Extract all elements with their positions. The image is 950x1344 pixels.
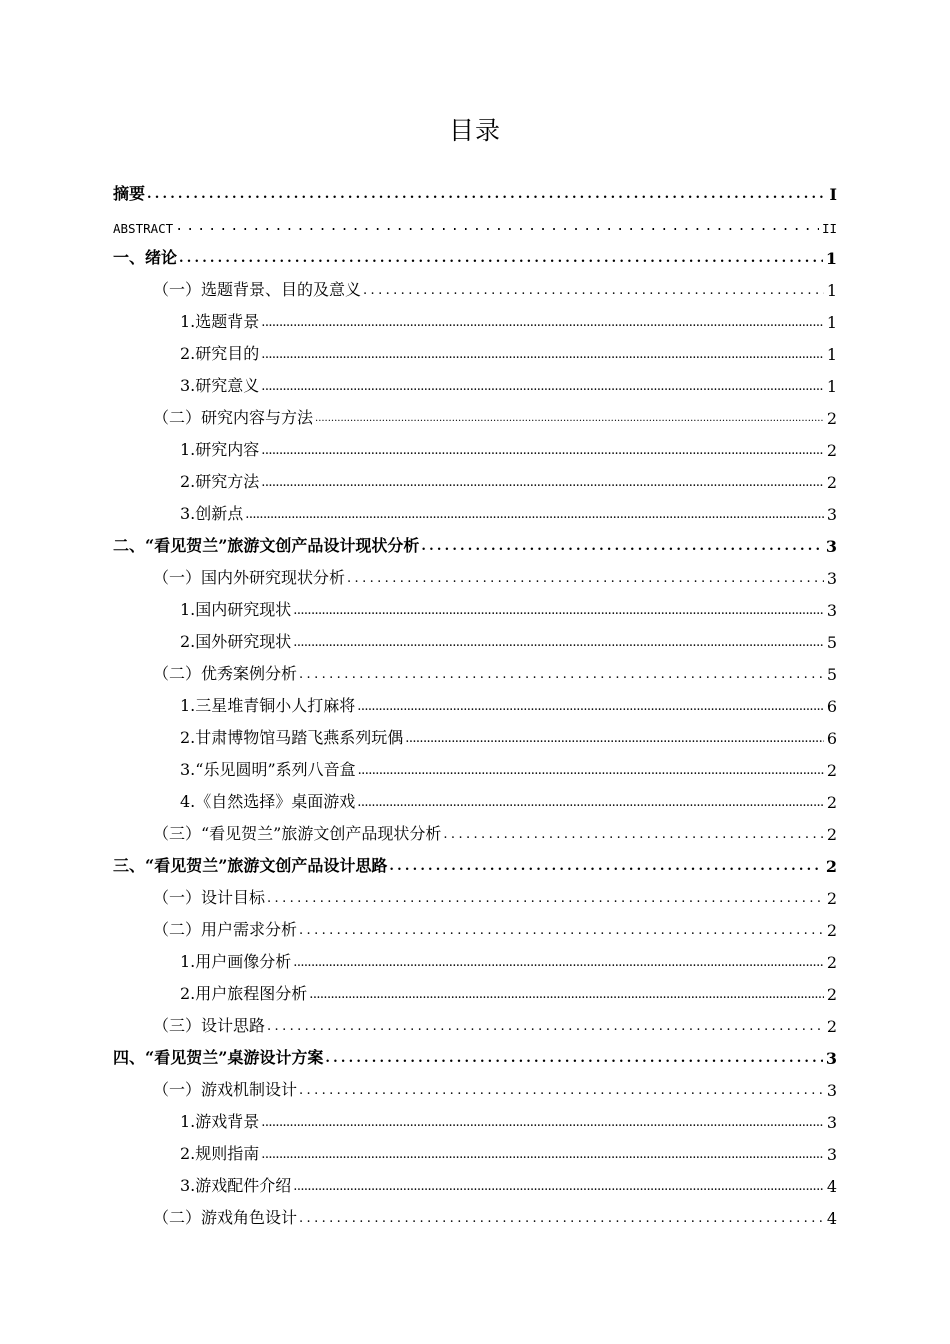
toc-entry-title: （二）优秀案例分析 [153,664,298,683]
toc-entry[interactable] [113,1138,837,1170]
toc-entry-title: 2.规则指南 [180,1144,260,1163]
dot-leader [179,252,823,265]
toc-entry-title: 1.国内研究现状 [180,600,292,619]
toc-entry[interactable] [113,914,837,946]
toc-entry-page: 1 [825,249,837,268]
dot-leader [261,1116,824,1129]
toc-entry-title: （一）选题背景、目的及意义 [153,280,362,299]
toc-entry-page: 3 [825,537,837,556]
toc-entry-title: （二）游戏角色设计 [153,1208,298,1227]
toc-entry-title: （一）设计目标 [153,888,266,907]
toc-entry-page: 2 [826,793,837,812]
toc-entry-title: （三）设计思路 [153,1016,266,1035]
toc-entry-title: 3.“乐见圆明”系列八音盒 [180,760,356,779]
toc-entry-title: 1.用户画像分析 [180,952,292,971]
toc-entry-title: 3.创新点 [180,504,244,523]
toc-entry[interactable] [113,466,837,498]
dot-leader [389,860,822,873]
table-of-contents [113,178,837,1234]
dot-leader [267,892,824,905]
toc-entry-page: 6 [826,729,837,748]
toc-entry-page: 2 [826,921,837,940]
dot-leader [299,1084,824,1097]
dot-leader [245,508,824,521]
toc-entry-page: 2 [826,825,837,844]
toc-entry-page: 2 [826,409,837,428]
toc-entry-title: 三、“看见贺兰”旅游文创产品设计思路 [113,856,388,875]
toc-entry[interactable] [113,242,837,274]
toc-entry-title: （二）用户需求分析 [153,920,298,939]
page-title: 目录 [448,116,501,145]
toc-entry[interactable] [113,306,837,338]
dot-leader [357,700,824,713]
toc-entry-title: 1.选题背景 [180,312,260,331]
toc-entry[interactable] [113,498,837,530]
dot-leader [405,732,824,745]
toc-entry-page: 2 [826,889,837,908]
toc-entry-page: 3 [825,1049,837,1068]
dot-leader [293,604,824,617]
toc-entry[interactable] [113,594,837,626]
toc-entry-page: 2 [826,1017,837,1036]
dot-leader [267,1020,824,1033]
toc-entry[interactable] [113,946,837,978]
toc-entry-page: 1 [826,345,837,364]
toc-entry[interactable] [113,1202,837,1234]
toc-entry[interactable] [113,1010,837,1042]
toc-entry[interactable] [113,1170,837,1202]
dot-leader [443,828,823,841]
dot-leader [175,220,819,233]
toc-entry[interactable] [113,1042,837,1074]
dot-leader [261,316,824,329]
toc-entry-page: 2 [826,473,837,492]
toc-entry-title: 摘要 [113,184,146,203]
dot-leader [293,956,824,969]
dot-leader [261,444,824,457]
toc-entry[interactable] [113,562,837,594]
toc-entry-page: II [821,221,837,236]
toc-entry-title: 2.甘肃博物馆马踏飞燕系列玩偶 [180,728,404,747]
dot-leader [421,540,822,553]
toc-entry-title: 2.研究方法 [180,472,260,491]
toc-entry-page: 2 [826,761,837,780]
toc-entry-title: 二、“看见贺兰”旅游文创产品设计现状分析 [113,536,420,555]
dot-leader [347,572,824,585]
toc-entry-page: 1 [826,313,837,332]
toc-entry-page: 1 [826,377,837,396]
dot-leader [299,668,824,681]
toc-entry-page: 2 [825,857,837,876]
toc-entry-title: 2.研究目的 [180,344,260,363]
toc-entry-page: 3 [826,505,837,524]
dot-leader [363,284,824,297]
toc-entry-title: （二）研究内容与方法 [153,408,314,427]
toc-entry-title: 3.游戏配件介绍 [180,1176,292,1195]
toc-entry[interactable] [113,370,837,402]
dot-leader [357,796,824,809]
dot-leader [315,412,824,425]
toc-entry-title: 2.用户旅程图分析 [180,984,308,1003]
dot-leader [299,1212,824,1225]
toc-entry-page: 3 [826,1081,837,1100]
toc-entry-page: 2 [826,953,837,972]
toc-entry[interactable] [113,850,837,882]
toc-entry[interactable] [113,658,837,690]
toc-entry-title: 一、绪论 [113,248,178,267]
dot-leader [309,988,824,1001]
toc-entry[interactable] [113,178,837,210]
toc-entry[interactable] [113,786,837,818]
dot-leader [261,476,824,489]
toc-entry[interactable] [113,626,837,658]
dot-leader [293,1180,824,1193]
toc-entry-title: （一）游戏机制设计 [153,1080,298,1099]
toc-entry-page: 1 [826,281,837,300]
toc-entry-title: 1.研究内容 [180,440,260,459]
toc-entry-title: 2.国外研究现状 [180,632,292,651]
toc-entry-page: 3 [826,1145,837,1164]
dot-leader [299,924,824,937]
toc-entry-title: （三）“看见贺兰”旅游文创产品现状分析 [153,824,442,843]
toc-entry-page: 3 [826,601,837,620]
toc-entry-title: 3.研究意义 [180,376,260,395]
toc-entry[interactable] [113,434,837,466]
toc-entry[interactable] [113,818,837,850]
toc-entry-page: 5 [826,633,837,652]
toc-entry-page: 4 [826,1177,837,1196]
toc-entry-title: ABSTRACT [113,221,174,236]
toc-entry-page: 2 [826,441,837,460]
toc-entry[interactable] [113,274,837,306]
toc-entry-page: 4 [826,1209,837,1228]
dot-leader [293,636,824,649]
toc-entry[interactable] [113,402,837,434]
toc-entry[interactable] [113,1074,837,1106]
toc-entry-title: 四、“看见贺兰”桌游设计方案 [113,1048,324,1067]
toc-entry[interactable] [113,882,837,914]
toc-entry-page: 3 [826,1113,837,1132]
toc-entry-title: 4.《自然选择》桌面游戏 [180,792,356,811]
dot-leader [325,1052,822,1065]
toc-entry-title: 1.三星堆青铜小人打麻将 [180,696,356,715]
toc-entry-page: 3 [826,569,837,588]
dot-leader [261,348,824,361]
toc-entry[interactable] [113,978,837,1010]
toc-entry[interactable] [113,1106,837,1138]
toc-entry-page: 5 [826,665,837,684]
toc-entry-title: （一）国内外研究现状分析 [153,568,346,587]
toc-entry-page: 6 [826,697,837,716]
toc-entry[interactable] [113,690,837,722]
toc-entry[interactable] [113,530,837,562]
toc-entry-page: 2 [826,985,837,1004]
dot-leader [261,1148,824,1161]
dot-leader [147,188,827,201]
toc-entry[interactable] [113,338,837,370]
toc-entry[interactable] [113,754,837,786]
toc-entry[interactable] [113,722,837,754]
dot-leader [261,380,824,393]
toc-entry-page: I [829,185,837,204]
dot-leader [358,764,824,777]
toc-entry[interactable] [113,210,837,242]
toc-entry-title: 1.游戏背景 [180,1112,260,1131]
